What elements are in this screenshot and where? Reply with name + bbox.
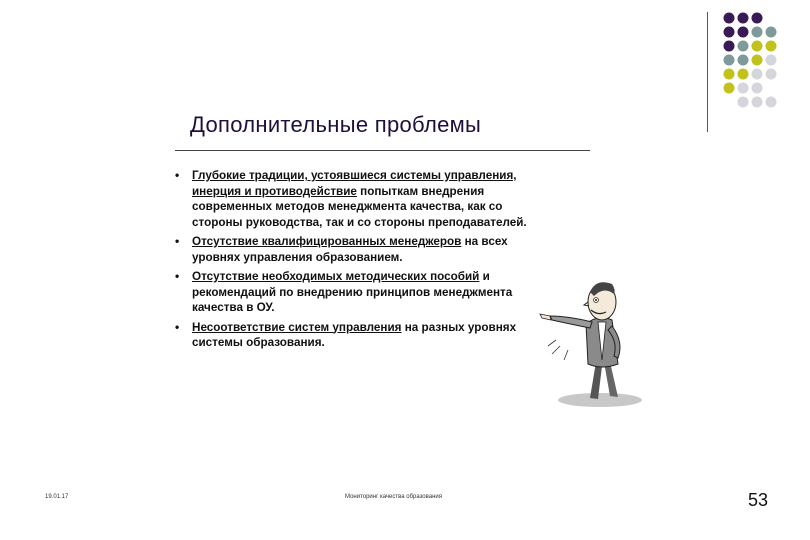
footer-title: Мониторинг качества образования [345, 494, 443, 500]
bullet-list [172, 168, 552, 355]
decorative-dot [738, 41, 749, 52]
bullet-icon: • [175, 269, 180, 283]
decorative-dot [724, 13, 735, 24]
bullet-underlined-text: Несоответствие систем управления [192, 320, 402, 334]
decorative-dot [738, 69, 749, 80]
bullet-underlined-text: Отсутствие необходимых методических пособий [192, 270, 480, 283]
bullet-item [172, 320, 552, 351]
decorative-dot [738, 13, 749, 24]
bullet-text: на разных уровнях системы образования. [192, 320, 517, 349]
decorative-dot [724, 83, 735, 94]
pointing-man-illustration [538, 262, 648, 412]
bullet-icon: • [175, 319, 180, 334]
decorative-dot [752, 13, 763, 24]
title-underline [175, 150, 590, 151]
decorative-dot [766, 27, 777, 38]
decorative-dot [766, 69, 777, 80]
decorative-dot [724, 69, 735, 80]
decorative-dot [766, 55, 777, 66]
decorative-dot [738, 83, 749, 94]
decorative-dot [724, 55, 735, 66]
bullet-text: на всех уровнях управления образованием. [192, 235, 508, 264]
page-number: 53 [748, 490, 769, 510]
decorative-dot [724, 27, 735, 38]
decorative-dot [738, 55, 749, 66]
decorative-dot [752, 27, 763, 38]
bullet-text: попыткам внедрения современных методов менеджмента качества, как со стороны руководства, так и со стороны преподавателей. [192, 184, 527, 229]
decorative-vertical-line [707, 12, 708, 132]
decorative-dot [724, 41, 735, 52]
decorative-dot [766, 97, 777, 108]
decorative-dot [752, 83, 763, 94]
decorative-dot [738, 97, 749, 108]
bullet-icon: • [175, 234, 180, 248]
bullet-item [172, 234, 552, 265]
slide-title: Дополнительные проблемы [190, 112, 482, 137]
decorative-dot [738, 27, 749, 38]
decorative-dot [766, 41, 777, 52]
footer-date: 19.01.17 [45, 494, 69, 500]
decorative-dot [752, 55, 763, 66]
bullet-text: и рекомендаций по внедрению принципов менеджмента качества в ОУ. [192, 270, 513, 314]
bullet-icon: • [175, 168, 180, 182]
bullet-underlined-text: Отсутствие квалифицированных менеджеров [192, 235, 462, 248]
decorative-dot [752, 97, 763, 108]
bullet-item [172, 269, 552, 316]
decorative-dot [752, 41, 763, 52]
bullet-item [172, 168, 552, 230]
bullet-underlined-text: Глубокие традиции, устоявшиеся системы управления, инерция и противодействие [192, 169, 517, 198]
decorative-dot [752, 69, 763, 80]
